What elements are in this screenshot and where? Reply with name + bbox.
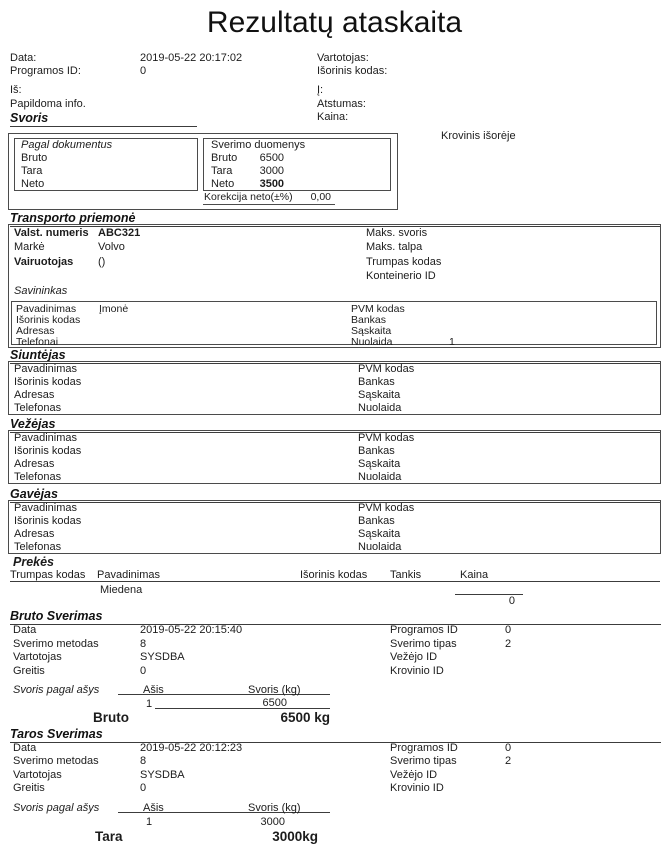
bruto-total-value: 6500 kg — [280, 710, 330, 725]
svoris-heading: Svoris — [10, 111, 197, 127]
prekes-total-kaina: 0 — [455, 594, 523, 607]
vairuotojas-value: () — [98, 256, 106, 268]
bruto-svoris-col: Svoris (kg) — [248, 684, 301, 696]
sav-pvm-label: PVM kodas — [351, 303, 405, 315]
prekes-col-isorinis: Išorinis kodas — [300, 569, 368, 581]
tara-asis-col: Ašis — [143, 802, 164, 814]
tara-metodas-label: Sverimo metodas — [13, 755, 99, 767]
sav-pavadinimas-label: Pavadinimas — [16, 303, 77, 315]
sav-nuolaida-value: 1 — [449, 336, 455, 348]
vezejas-row-label: PVM kodas — [358, 432, 415, 444]
vartotojas-label: Vartotojas: — [317, 52, 369, 64]
tara-axis-header — [118, 801, 330, 813]
duomenys-tara-value: 3000 — [259, 165, 285, 177]
siuntejas-box — [8, 361, 661, 415]
vairuotojas-label: Vairuotojas — [14, 256, 74, 268]
gavejas-row-label: Pavadinimas — [14, 502, 77, 514]
savininkas-box — [11, 301, 657, 348]
bruto-krovinio-label: Krovinio ID — [390, 665, 444, 677]
valst-numeris-label: Valst. numeris — [14, 227, 89, 239]
sverimo-duomenys-box — [203, 138, 391, 191]
sav-adresas-label: Adresas — [16, 325, 55, 337]
gavejas-row-label: Telefonas — [14, 541, 62, 553]
bruto-tipas-value: 2 — [505, 638, 512, 650]
vezejas-row-label: Bankas — [358, 445, 395, 457]
bruto-metodas-label: Sverimo metodas — [13, 638, 99, 650]
bruto-svoris-value: 6500 — [155, 697, 330, 709]
siuntejas-heading: Siuntėjas — [10, 348, 661, 364]
korekcija-label: Korekcija neto(±%) — [204, 191, 293, 203]
korekcija-row — [203, 191, 335, 205]
programos-id-label: Programos ID: — [10, 65, 81, 77]
tara-vezejo-label: Vežėjo ID — [390, 769, 438, 781]
tara-total-value: 3000kg — [272, 829, 318, 844]
bruto-vezejo-label: Vežėjo ID — [390, 651, 438, 663]
maks-svoris-label: Maks. svoris — [366, 227, 428, 239]
tara-data-label: Data — [13, 742, 37, 754]
vezejas-box — [8, 430, 661, 484]
duomenys-bruto-label: Bruto — [211, 152, 238, 164]
tara-programos-label: Programos ID — [390, 742, 458, 754]
pagal-dokumentus-box — [14, 138, 198, 191]
taros-sverimas-heading: Taros Sverimas — [10, 727, 661, 743]
gavejas-row-label: Adresas — [14, 528, 55, 540]
pagal-dokumentus-title: Pagal dokumentus — [21, 139, 113, 151]
bruto-sverimas-heading: Bruto Sverimas — [10, 609, 661, 625]
siuntejas-row-label: Pavadinimas — [14, 363, 77, 375]
konteinerio-id-label: Konteinerio ID — [366, 270, 436, 282]
bruto-asys-label: Svoris pagal ašys — [13, 684, 100, 696]
prekes-col-tankis: Tankis — [390, 569, 422, 581]
bruto-greitis-value: 0 — [140, 665, 147, 677]
tara-vartotojas-label: Vartotojas — [13, 769, 62, 781]
marke-label: Markė — [14, 241, 45, 253]
gavejas-row-label: Išorinis kodas — [14, 515, 82, 527]
duomenys-bruto-value: 6500 — [259, 152, 285, 164]
prekes-header-row — [10, 569, 660, 582]
bruto-data-label: Data — [13, 624, 37, 636]
duomenys-tara-label: Tara — [211, 165, 233, 177]
siuntejas-row-label: Telefonas — [14, 402, 62, 414]
tara-tipas-value: 2 — [505, 755, 512, 767]
gavejas-row-label: PVM kodas — [358, 502, 415, 514]
bruto-programos-label: Programos ID — [390, 624, 458, 636]
tara-svoris-col: Svoris (kg) — [248, 802, 301, 814]
sav-telefonai-label: Telefonai — [16, 336, 59, 348]
vezejas-heading: Vežėjas — [10, 417, 661, 433]
transportas-box — [8, 224, 661, 348]
sverimo-duomenys-title: Sverimo duomenys — [211, 139, 306, 151]
is-label: Iš: — [10, 84, 22, 96]
sav-bankas-label: Bankas — [351, 314, 387, 326]
i-label: Į: — [317, 84, 324, 96]
dok-row-tara: Tara — [21, 165, 43, 177]
sav-isorinis-label: Išorinis kodas — [16, 314, 81, 326]
bruto-tipas-label: Sverimo tipas — [390, 638, 457, 650]
vezejas-row-label: Adresas — [14, 458, 55, 470]
marke-value: Volvo — [98, 241, 125, 253]
tara-metodas-value: 8 — [140, 755, 147, 767]
tara-greitis-label: Greitis — [13, 782, 45, 794]
dok-row-bruto: Bruto — [21, 152, 48, 164]
bruto-greitis-label: Greitis — [13, 665, 45, 677]
valst-numeris-value: ABC321 — [98, 227, 141, 239]
programos-id-value: 0 — [140, 65, 147, 77]
tara-tipas-label: Sverimo tipas — [390, 755, 457, 767]
gavejas-box — [8, 500, 661, 554]
sav-saskaita-label: Sąskaita — [351, 325, 392, 337]
tara-programos-value: 0 — [505, 742, 512, 754]
tara-svoris-value: 3000 — [260, 816, 285, 828]
prekes-col-pavadinimas: Pavadinimas — [97, 569, 160, 581]
siuntejas-row-label: Adresas — [14, 389, 55, 401]
vezejas-row-label: Pavadinimas — [14, 432, 77, 444]
bruto-vartotojas-label: Vartotojas — [13, 651, 62, 663]
bruto-asis-value: 1 — [146, 698, 153, 710]
gavejas-heading: Gavėjas — [10, 487, 661, 503]
bruto-programos-value: 0 — [505, 624, 512, 636]
sav-nuolaida-label: Nuolaida — [351, 336, 393, 348]
siuntejas-row-label: Bankas — [358, 376, 395, 388]
siuntejas-row-label: Išorinis kodas — [14, 376, 82, 388]
tara-asis-value: 1 — [146, 816, 153, 828]
krovinis-isoreje-label: Krovinis išorėje — [441, 130, 516, 142]
data-value: 2019-05-22 20:17:02 — [140, 52, 243, 64]
gavejas-row-label: Bankas — [358, 515, 395, 527]
vezejas-row-label: Sąskaita — [358, 458, 401, 470]
gavejas-row-label: Sąskaita — [358, 528, 401, 540]
vezejas-row-label: Telefonas — [14, 471, 62, 483]
tara-greitis-value: 0 — [140, 782, 147, 794]
data-label: Data: — [10, 52, 37, 64]
bruto-vartotojas-value: SYSDBA — [140, 651, 185, 663]
duomenys-neto-label: Neto — [211, 178, 235, 190]
isorinis-kodas-label: Išorinis kodas: — [317, 65, 388, 77]
siuntejas-row-label: Sąskaita — [358, 389, 401, 401]
report-title: Rezultatų ataskaita — [206, 6, 463, 39]
bruto-total-label: Bruto — [93, 710, 129, 725]
bruto-axis-header — [118, 683, 330, 695]
tara-data-value: 2019-05-22 20:12:23 — [140, 742, 243, 754]
sav-pavadinimas-value: Įmonė — [99, 303, 129, 315]
bruto-metodas-value: 8 — [140, 638, 147, 650]
svoris-box — [8, 133, 398, 210]
tara-asys-label: Svoris pagal ašys — [13, 802, 100, 814]
prekes-col-kaina: Kaina — [460, 569, 489, 581]
papildoma-info-label: Papildoma info. — [10, 98, 86, 110]
vezejas-row-label: Nuolaida — [358, 471, 402, 483]
siuntejas-row-label: Nuolaida — [358, 402, 402, 414]
gavejas-row-label: Nuolaida — [358, 541, 402, 553]
trumpas-kodas-label: Trumpas kodas — [366, 256, 442, 268]
dok-row-neto: Neto — [21, 178, 45, 190]
kaina-label: Kaina: — [317, 111, 349, 123]
korekcija-value: 0,00 — [310, 191, 331, 203]
tara-vartotojas-value: SYSDBA — [140, 769, 185, 781]
prekes-heading: Prekės — [13, 555, 55, 569]
savininkas-label: Savininkas — [14, 285, 68, 297]
prekes-row-pavadinimas: Miedena — [100, 584, 143, 596]
prekes-col-trumpas: Trumpas kodas — [10, 569, 86, 581]
transportas-heading: Transporto priemonė — [10, 211, 661, 227]
tara-total-label: Tara — [95, 829, 123, 844]
vezejas-row-label: Išorinis kodas — [14, 445, 82, 457]
atstumas-label: Atstumas: — [317, 98, 366, 110]
tara-krovinio-label: Krovinio ID — [390, 782, 444, 794]
bruto-asis-col: Ašis — [143, 684, 164, 696]
maks-talpa-label: Maks. talpa — [366, 241, 423, 253]
siuntejas-row-label: PVM kodas — [358, 363, 415, 375]
duomenys-neto-value: 3500 — [259, 178, 285, 190]
bruto-data-value: 2019-05-22 20:15:40 — [140, 624, 243, 636]
